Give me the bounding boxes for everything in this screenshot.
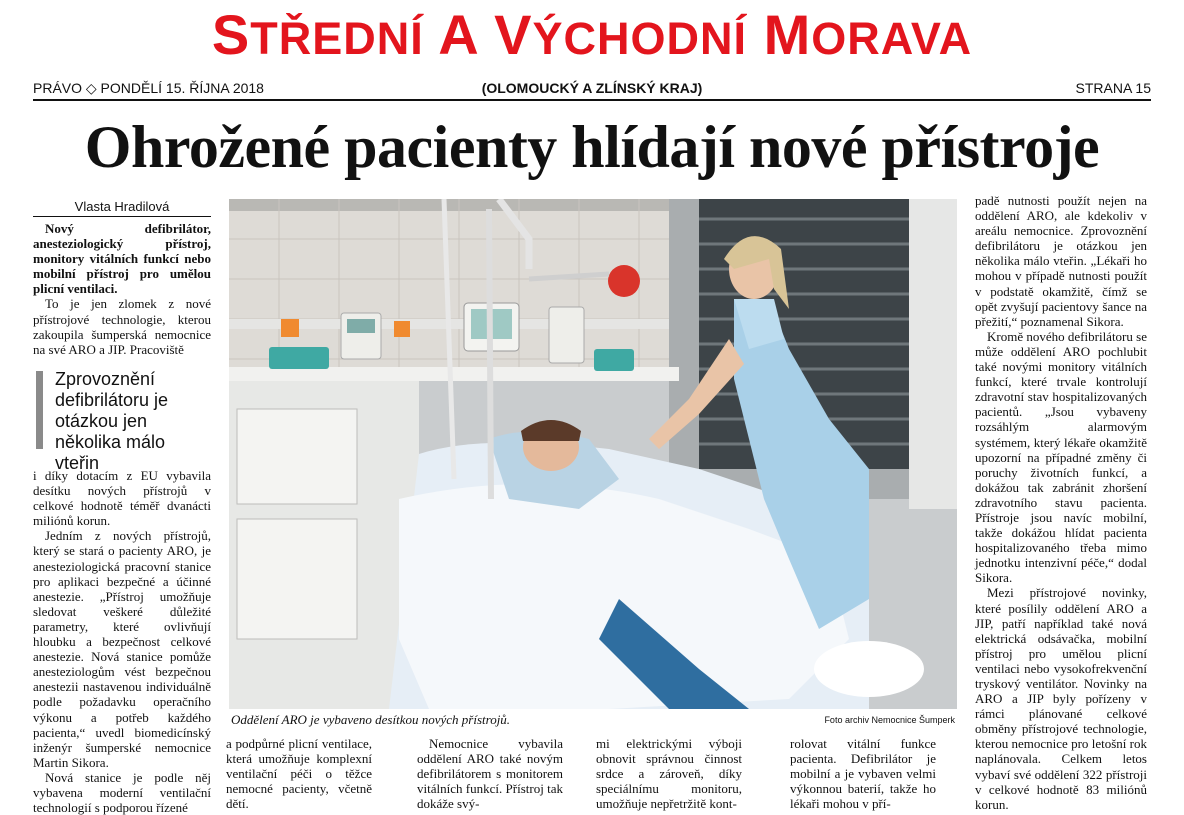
paragraph: padě nutnosti použít nejen na oddělení ARO, ale kdekoliv v areálu nemocnice. Zprovoznění defibrilátoru je otázkou jen několika málo vteřin. „Lékaři ho mohou v případě nutnosti použít v podstatě okamžitě, čímž se opět zvyšují pacientovy šance na přežití,“ poznamenal Sikora.: [975, 193, 1147, 329]
issue-info-bar: [33, 79, 1151, 97]
pull-quote-text: Zprovoznění defibrilátoru je otázkou jen několika málo vteřin: [55, 369, 169, 473]
paragraph: Mezi přístrojové novinky, které posílily oddělení ARO a JIP, patří například také nová elektrická odsávačka, mobilní přístroj pro umělou plicní ventilaci nebo vysokofrekvenční tryskový ventilátor. Novinky na ARO a JIP byly pořízeny v rámci plánované celkové obměny přístrojové technologie, kterou nemocnice pro letošní rok naplánovala. Celkem letos vybaví své oddělení 322 přístroji v celkové hodnotě 83 miliónů korun.: [975, 585, 1147, 812]
region-label: (OLOMOUCKÝ A ZLÍNSKÝ KRAJ): [481, 80, 703, 96]
issue-date: PRÁVO ◇ PONDĚLÍ 15. ŘÍJNA 2018: [33, 80, 264, 96]
paragraph: Jedním z nových přístrojů, který se stará o pacienty ARO, je anesteziologická pracovní stanice pro aplikaci bezpečné a účinné anestezie. „Přístroj umožňuje sledovat veškeré důležité parametry, které ovlivňují hloubku a bezpečnost celkové anestezie. Nová stanice pomůže anesteziologům vést bezpečnou anestezii nastavenou individuálně podle požadavku operačního výkonu a potřeb každého pacienta,“ uvedl biomedicínský inženýr šumperské nemocnice Martin Sikora.: [33, 528, 211, 770]
paragraph: i díky dotacím z EU vybavila desítku nových přístrojů v celkové hodnotě téměř dvanácti miliónů korun.: [33, 468, 211, 529]
masthead: STŘEDNÍ A VÝCHODNÍ MORAVA: [211, 3, 973, 66]
photo-caption: Oddělení ARO je vybaveno desítkou nových přístrojů.: [231, 712, 511, 727]
column-4: [596, 736, 742, 811]
column-6: [975, 193, 1147, 812]
headline: Ohrožené pacienty hlídají nové přístroje: [84, 114, 1100, 180]
pull-quote: [33, 369, 211, 473]
page-number: STRANA 15: [1075, 80, 1151, 96]
paragraph: a podpůrné plicní ventilace, která umožňuje komplexní ventilační péči o těžce nemocné pacienty, včetně dětí.: [226, 736, 372, 812]
quote-bar: [36, 371, 43, 449]
column-3: [417, 736, 563, 811]
hospital-photo-illustration: [229, 199, 957, 709]
paragraph: Kromě nového defibrilátoru se může oddělení ARO pochlubit také novými monitory vitálních funkcí, které trvale kontrolují zdravotní stav hospitalizovaných pacientů. „Jsou vybaveny rozsáhlým alarmovým systémem, který lékaře okamžitě upozorní na případné změny či poruchy životních funkcí, a dokážou tak zabránit zhoršení zdravotního stavu pacienta. Přístroje jsou navíc mobilní, takže dokážou hlídat pacienta hospitalizovaného třeba mimo jednotku intenzivní péče,“ dodal Sikora.: [975, 328, 1147, 586]
lead-paragraph: Nový defibrilátor, anesteziologický přístroj, monitory vitálních funkcí nebo mobilní přístroj pro umělou plicní ventilaci.: [33, 221, 211, 297]
byline-rule: [33, 216, 211, 217]
article-photo: [229, 199, 957, 709]
paragraph: rolovat vitální funkce pacienta. Defibrilátor je mobilní a je vybaven velmi výkonnou baterií, takže ho lékaři mohou v pří-: [790, 736, 936, 812]
photo-credit: Foto archiv Nemocnice Šumperk: [824, 715, 955, 725]
author-byline: Vlasta Hradilová: [74, 199, 170, 214]
column-5: [790, 736, 936, 811]
paragraph: Nová stanice je podle něj vybavena moderní ventilační technologií s podporou řízené: [33, 769, 211, 815]
column-2: [226, 736, 372, 811]
photo-caption-bar: [229, 711, 957, 729]
paragraph: Nemocnice vybavila oddělení ARO také novým defibrilátorem s monitorem vitálních funkcí. Přístroj tak dokáže svý-: [417, 736, 563, 812]
column-1-bottom: [33, 468, 211, 815]
paragraph: mi elektrickými výboji obnovit správnou činnost srdce a zároveň, díky speciálnímu monitoru, umožňuje nepřetržitě kont-: [596, 736, 742, 812]
column-1-top: [33, 221, 211, 357]
paragraph: To je jen zlomek z nové přístrojové technologie, kterou zakoupila šumperská nemocnice na své ARO a JIP. Pracoviště: [33, 296, 211, 357]
masthead-rule: [33, 99, 1151, 101]
